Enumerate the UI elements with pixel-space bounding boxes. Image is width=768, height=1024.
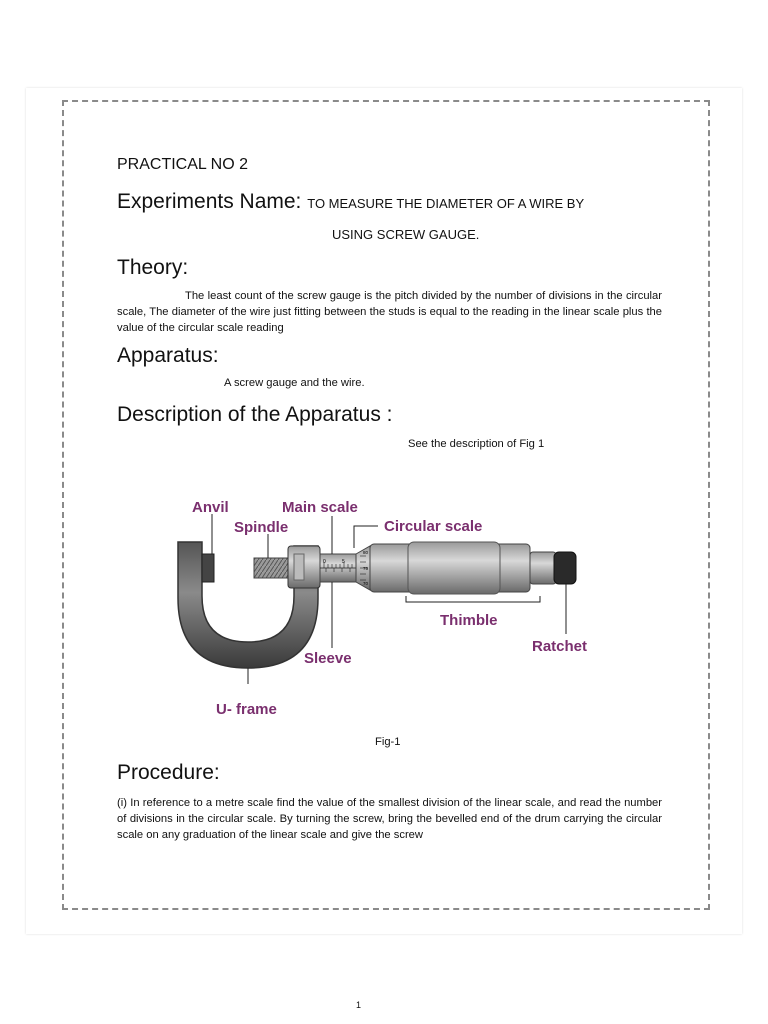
- thimble-number-70: 70: [363, 581, 369, 586]
- label-spindle: Spindle: [234, 519, 289, 536]
- label-main-scale: Main scale: [282, 499, 358, 516]
- description-reference: See the description of Fig 1: [408, 438, 545, 450]
- page-number: 1: [356, 1000, 362, 1010]
- figure-caption: Fig-1: [375, 736, 401, 748]
- practical-number: PRACTICAL NO 2: [117, 156, 248, 173]
- thimble-number-80: 80: [363, 550, 369, 555]
- experiment-label: Experiments Name:: [117, 190, 302, 213]
- theory-heading: Theory:: [117, 256, 189, 279]
- procedure-text: (i) In reference to a metre scale find the value of the smallest division of the linear scale, and read the number of divisions in the circular scale. By turning the screw, bring the bevelled end of the drum carrying the circular scale on any graduation of the linear scale and give the screw: [117, 797, 662, 841]
- apparatus-text: A screw gauge and the wire.: [224, 377, 365, 389]
- label-circular-scale: Circular scale: [384, 518, 483, 535]
- ratchet-shape: [554, 552, 576, 584]
- procedure-heading: Procedure:: [117, 761, 220, 784]
- apparatus-heading: Apparatus:: [117, 344, 219, 367]
- anvil-shape: [202, 554, 214, 582]
- label-anvil: Anvil: [192, 499, 229, 516]
- sleeve-number-five: 5: [342, 559, 345, 565]
- label-thimble: Thimble: [440, 612, 498, 629]
- screw-gauge-figure: [170, 488, 610, 724]
- description-heading: Description of the Apparatus :: [117, 403, 393, 426]
- label-sleeve: Sleeve: [304, 650, 352, 667]
- experiment-heading: [117, 190, 584, 214]
- sleeve-number-zero: 0: [323, 559, 326, 565]
- label-u-frame: U- frame: [216, 701, 277, 718]
- theory-text: The least count of the screw gauge is the pitch divided by the number of divisions in the circular scale, The diameter of the wire just fitting between the studs is equal to the reading in the linear scale plus the value of the circular scale reading: [117, 290, 662, 334]
- thimble-number-75: 75: [363, 566, 369, 571]
- label-ratchet: Ratchet: [532, 638, 588, 655]
- experiment-name-line1: TO MEASURE THE DIAMETER OF A WIRE BY: [307, 196, 585, 211]
- experiment-name-line2: USING SCREW GAUGE.: [332, 227, 480, 242]
